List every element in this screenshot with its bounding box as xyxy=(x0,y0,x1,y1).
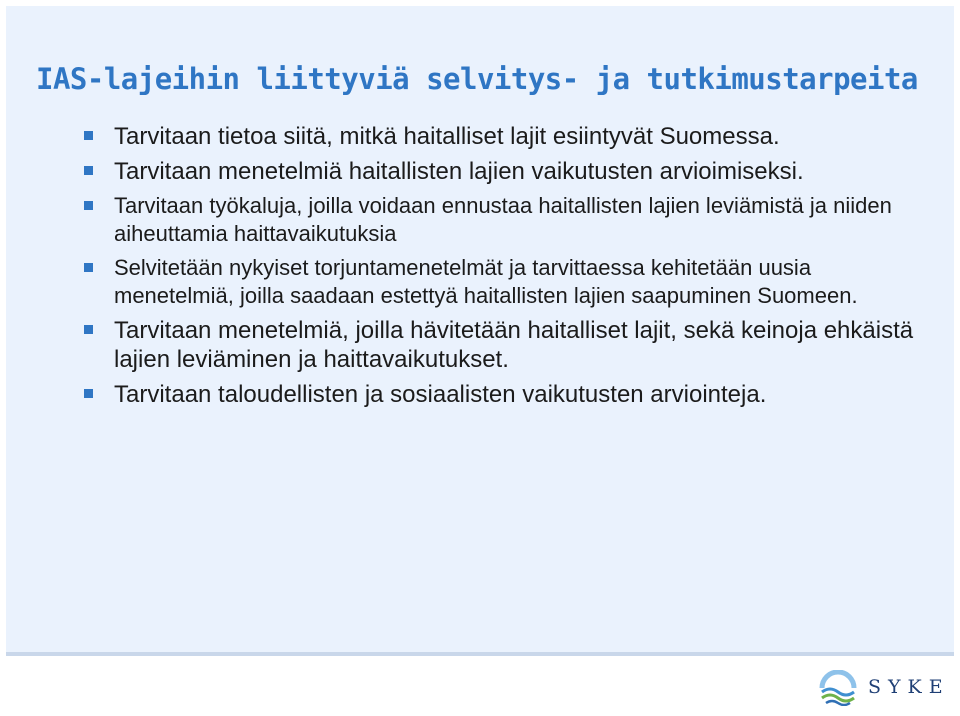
bullet-text: Selvitetään nykyiset torjuntamenetelmät ja tarvittaessa kehitetään uusia menetelmiä, joilla saadaan estettyä haitallisten lajien saapuminen Suomeen. xyxy=(114,255,858,308)
bullet-text: Tarvitaan työkaluja, joilla voidaan ennustaa haitallisten lajien leviämistä ja niiden aiheuttamia haittavaikutuksia xyxy=(114,193,892,246)
slide-divider xyxy=(6,652,954,656)
bullet-text: Tarvitaan menetelmiä, joilla hävitetään haitalliset lajit, sekä keinoja ehkäistä lajien leviäminen ja haittavaikutukset. xyxy=(114,317,914,373)
bullet-list xyxy=(84,122,924,415)
square-bullet-icon xyxy=(84,201,93,210)
syke-logo xyxy=(818,668,948,708)
square-bullet-icon xyxy=(84,131,93,140)
syke-logo-icon xyxy=(818,670,858,706)
bullet-text: Tarvitaan tietoa siitä, mitkä haitalliset lajit esiintyvät Suomessa. xyxy=(114,123,780,150)
square-bullet-icon xyxy=(84,389,93,398)
square-bullet-icon xyxy=(84,166,93,175)
bullet-item xyxy=(84,157,924,186)
bullet-item xyxy=(84,380,924,409)
slide-title: IAS-lajeihin liittyviä selvitys- ja tutkimustarpeita xyxy=(36,62,918,96)
bullet-item xyxy=(84,122,924,151)
bullet-item xyxy=(84,254,924,310)
bullet-text: Tarvitaan taloudellisten ja sosiaalisten vaikutusten arviointeja. xyxy=(114,381,767,408)
bullet-text: Tarvitaan menetelmiä haitallisten lajien vaikutusten arvioimiseksi. xyxy=(114,158,804,185)
bullet-item xyxy=(84,192,924,248)
square-bullet-icon xyxy=(84,325,93,334)
square-bullet-icon xyxy=(84,263,93,272)
bullet-item xyxy=(84,316,924,374)
logo-text: SYKE xyxy=(868,676,950,698)
